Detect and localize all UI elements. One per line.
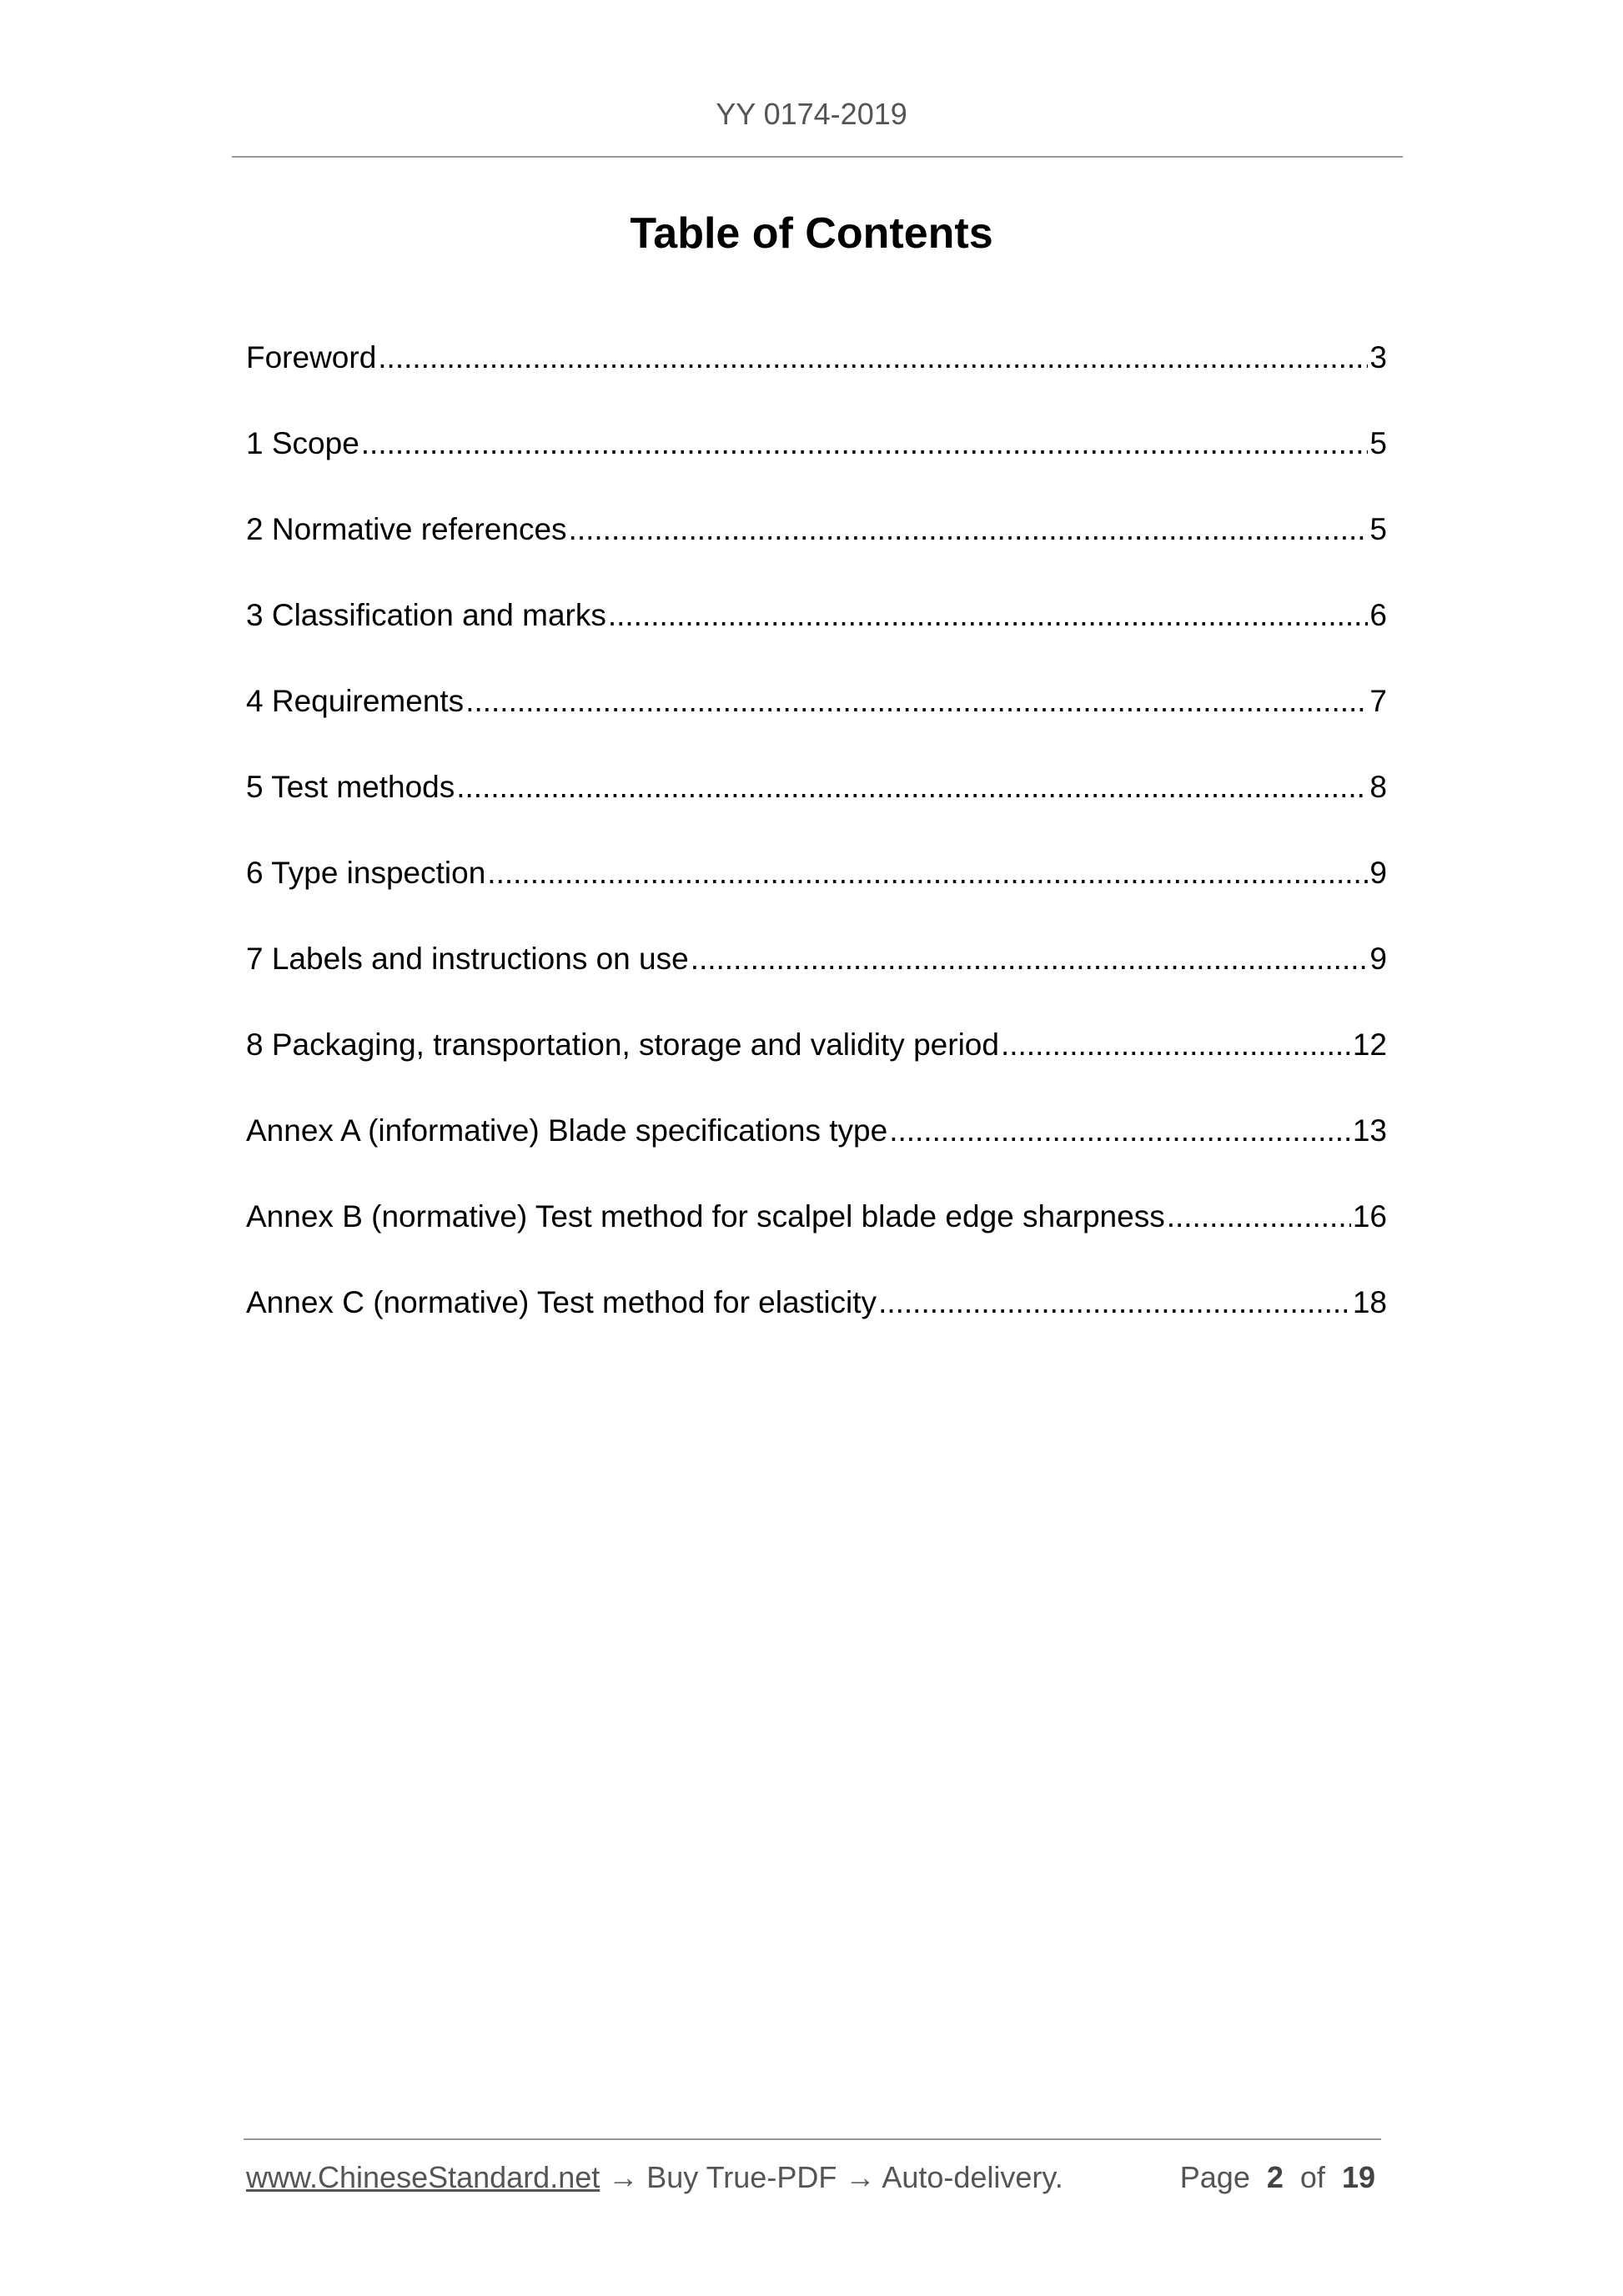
toc-label: 5 Test methods — [246, 770, 455, 804]
toc-label: 7 Labels and instructions on use — [246, 942, 689, 976]
page-number — [1180, 2160, 1375, 2195]
toc-entry[interactable] — [246, 684, 1387, 770]
website-link[interactable]: www.ChineseStandard.net — [246, 2160, 600, 2194]
toc-label: 6 Type inspection — [246, 856, 486, 890]
toc-label: 4 Requirements — [246, 684, 465, 718]
dot-leader — [456, 770, 1368, 805]
dot-leader — [1167, 1199, 1351, 1234]
toc-entry[interactable] — [246, 1113, 1387, 1199]
header-divider — [232, 156, 1403, 158]
toc-entry[interactable] — [246, 770, 1387, 856]
toc-entry[interactable] — [246, 856, 1387, 942]
footer-divider — [244, 2138, 1381, 2140]
toc-label: Foreword — [246, 340, 377, 374]
toc-page: 9 — [1369, 856, 1387, 890]
dot-leader — [878, 1285, 1351, 1320]
page-total: 19 — [1341, 2160, 1375, 2194]
of-word: of — [1299, 2160, 1325, 2194]
toc-label: Annex C (normative) Test method for elasticity — [246, 1285, 877, 1319]
toc-label: 3 Classification and marks — [246, 598, 606, 632]
toc-entry[interactable] — [246, 1199, 1387, 1285]
toc-entry[interactable] — [246, 1285, 1387, 1371]
toc-page: 5 — [1369, 512, 1387, 546]
dot-leader — [569, 512, 1369, 547]
toc-label: 2 Normative references — [246, 512, 567, 546]
dot-leader — [378, 340, 1368, 375]
dot-leader — [1001, 1027, 1351, 1063]
toc-page: 8 — [1369, 770, 1387, 804]
dot-leader — [608, 598, 1369, 633]
toc-entry[interactable] — [246, 942, 1387, 1027]
toc-page: 9 — [1369, 942, 1387, 976]
page-title: Table of Contents — [630, 209, 993, 258]
toc-page: 16 — [1352, 1199, 1387, 1233]
dot-leader — [487, 856, 1368, 891]
dot-leader — [465, 684, 1368, 719]
page-current: 2 — [1266, 2160, 1284, 2194]
toc-entry[interactable] — [246, 1027, 1387, 1113]
toc-page: 18 — [1352, 1285, 1387, 1319]
toc-label: Annex B (normative) Test method for scalpel blade edge sharpness — [246, 1199, 1165, 1233]
toc-page: 12 — [1352, 1027, 1387, 1062]
toc-label: 8 Packaging, transportation, storage and validity period — [246, 1027, 999, 1062]
toc-page: 5 — [1369, 426, 1387, 460]
toc-entry[interactable] — [246, 598, 1387, 684]
toc-entry[interactable] — [246, 426, 1387, 512]
toc-label: Annex A (informative) Blade specifications type — [246, 1113, 888, 1148]
footer-promo — [246, 2160, 1063, 2195]
footer-tagline: → Buy True-PDF → Auto-delivery. — [600, 2160, 1063, 2194]
toc-entry[interactable] — [246, 340, 1387, 426]
dot-leader — [691, 942, 1369, 977]
page-word: Page — [1179, 2160, 1250, 2194]
table-of-contents — [246, 340, 1387, 1371]
toc-page: 13 — [1352, 1113, 1387, 1148]
running-header: YY 0174-2019 — [716, 97, 907, 131]
dot-leader — [361, 426, 1369, 461]
toc-page: 7 — [1369, 684, 1387, 718]
toc-page: 6 — [1369, 598, 1387, 632]
page-footer — [246, 2160, 1375, 2195]
dot-leader — [889, 1113, 1351, 1148]
toc-label: 1 Scope — [246, 426, 359, 460]
toc-page: 3 — [1369, 340, 1387, 374]
toc-entry[interactable] — [246, 512, 1387, 598]
